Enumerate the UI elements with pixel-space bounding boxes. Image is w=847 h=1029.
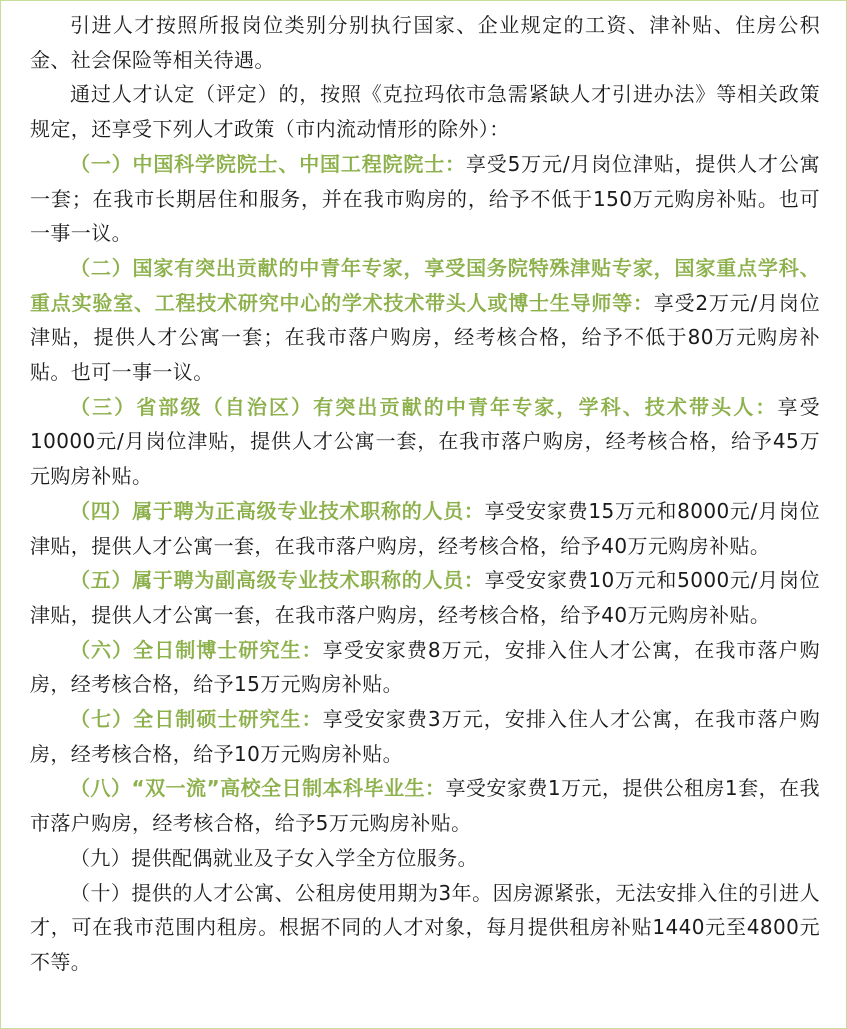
policy-item-text: 享受10000元/月岗位津贴，提供人才公寓一套，在我市落户购房，经考核合格，给予45万元购房补贴。 [30, 394, 820, 489]
policy-item-text: 享受安家费8万元，安排入住人才公寓，在我市落户购房，经考核合格，给予15万元购房补贴。 [30, 637, 820, 697]
policy-item-10 [30, 876, 820, 980]
policy-item-text: 享受安家费1万元，提供公租房1套，在我市落户购房，经考核合格，给予5万元购房补贴。 [30, 776, 820, 836]
paragraph-intro [30, 8, 820, 77]
policy-item-5 [30, 563, 820, 632]
policy-item-text: （十）提供的人才公寓、公租房使用期为3年。因房源紧张，无法安排入住的引进人才，可在我市范围内租房。根据不同的人才对象，每月提供租房补贴1440元至4800元不等。 [30, 880, 820, 974]
policy-item-heading: （八）“双一流”高校全日制本科毕业生： [70, 776, 446, 801]
document-body [30, 8, 820, 980]
policy-item-text: （九）提供配偶就业及子女入学全方位服务。 [70, 845, 478, 870]
policy-item-text: 享受安家费3万元，安排入住人才公寓，在我市落户购房，经考核合格，给予10万元购房补贴。 [30, 707, 820, 766]
policy-item-4 [30, 494, 820, 563]
paragraph-text: 引进人才按照所报岗位类别分别执行国家、企业规定的工资、津补贴、住房公积金、社会保险等相关待遇。 [30, 13, 820, 72]
policy-item-heading: （七）全日制硕士研究生： [70, 707, 323, 732]
policy-item-8 [30, 771, 820, 840]
policy-item-6 [30, 633, 820, 702]
policy-item-heading: （二）国家有突出贡献的中青年专家，享受国务院特殊津贴专家，国家重点学科、重点实验室、工程技术研究中心的学术技术带头人或博士生导师等： [30, 255, 820, 315]
policy-item-2 [30, 251, 820, 390]
policy-item-3 [30, 390, 820, 494]
paragraph-text: 通过人才认定（评定）的，按照《克拉玛依市急需紧缺人才引进办法》等相关政策规定，还享受下列人才政策（市内流动情形的除外）： [30, 82, 820, 142]
policy-item-text: 享受安家费10万元和5000元/月岗位津贴，提供人才公寓一套，在我市落户购房，经考核合格，给予40万元购房补贴。 [30, 568, 821, 627]
policy-item-heading: （六）全日制博士研究生： [70, 637, 323, 662]
policy-item-heading: （五）属于聘为副高级专业技术职称的人员： [70, 568, 485, 593]
policy-item-7 [30, 702, 820, 771]
policy-item-text: 享受5万元/月岗位津贴，提供人才公寓一套；在我市长期居住和服务，并在我市购房的，给予不低于150万元购房补贴。也可一事一议。 [30, 151, 820, 246]
policy-item-heading: （一）中国科学院院士、中国工程院院士： [70, 151, 466, 176]
policy-item-heading: （三）省部级（自治区）有突出贡献的中青年专家，学科、技术带头人： [70, 394, 778, 419]
policy-item-heading: （四）属于聘为正高级专业技术职称的人员： [70, 498, 485, 523]
paragraph-policy-intro [30, 77, 820, 146]
policy-item-text: 享受安家费15万元和8000元/月岗位津贴，提供人才公寓一套，在我市落户购房，经考核合格，给予40万元购房补贴。 [30, 498, 821, 558]
policy-item-text: 享受2万元/月岗位津贴，提供人才公寓一套；在我市落户购房，经考核合格，给予不低于80万元购房补贴。也可一事一议。 [30, 290, 820, 385]
policy-item-1 [30, 147, 820, 251]
policy-item-9 [30, 841, 820, 876]
